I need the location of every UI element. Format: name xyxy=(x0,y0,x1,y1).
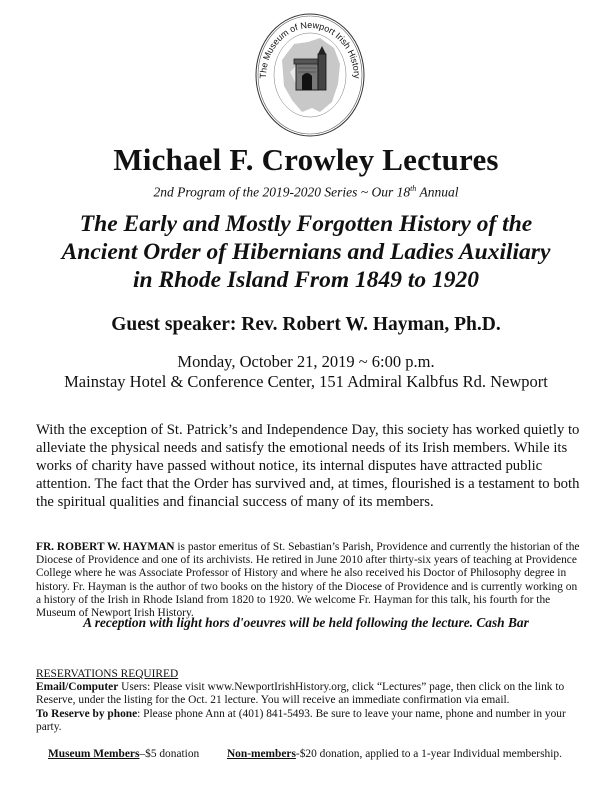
nonmembers-price: -$20 donation, applied to a 1-year Individual membership. xyxy=(295,748,562,760)
intro-paragraph: With the exception of St. Patrick’s and Independence Day, this society has worked quietly to alleviate the physical needs and satisfy the emotional needs of its Irish members. While its works of charity have passed without notice, its internal disputes have attracted public attention. The fact that the Order has survived and, at times, flourished is a testament to both the spiritual qualities and financial success of many of its members. xyxy=(36,422,580,510)
email-label-rest: Users xyxy=(118,681,148,694)
logo-ring-text: The Museum of Newport Irish History xyxy=(257,19,363,79)
reservations-heading: RESERVATIONS REQUIRED xyxy=(36,668,179,680)
series-subtitle xyxy=(0,181,612,201)
reservations-email xyxy=(36,681,582,707)
lecture-title-line: in Rhode Island From 1849 to 1920 xyxy=(132,267,480,293)
page-title: Michael F. Crowley Lectures xyxy=(113,142,499,177)
members-price: –$5 donation xyxy=(139,748,200,760)
lecture-title-line: The Early and Mostly Forgotten History of the xyxy=(79,211,533,237)
members-label: Museum Members xyxy=(48,748,140,760)
email-label: Email/Computer xyxy=(36,681,119,694)
reception-note: A reception with light hors d'oeuvres will be held following the lecture. Cash Bar xyxy=(83,615,529,630)
reservations-phone xyxy=(36,708,582,734)
event-location: Mainstay Hotel & Conference Center, 151 Admiral Kalbfus Rd. Newport xyxy=(64,372,548,391)
subtitle-superscript: th xyxy=(410,184,417,193)
subtitle-text-end: Annual xyxy=(416,184,459,200)
bio-text: is pastor emeritus of St. Sebastian’s Parish, Providence and currently the historian of the Diocese of Providence and one of its archivists. He retired in June 2010 after thirty-six years of teaching at Providence College where he was Associate Professor of History and where he also received his Doctor of Philosophy degree in history. Fr. Hayman is the author of two books on the history of the Diocese of Providence and is currently working on a history of the Irish in Rhode Island from 1820 to 1920. We welcome Fr. Hayman for this talk, his fourth for the Museum of Newport Irish History. xyxy=(36,541,580,620)
lecture-title xyxy=(0,210,612,294)
speaker-bio xyxy=(36,541,582,620)
event-datetime: Monday, October 21, 2019 ~ 6:00 p.m. xyxy=(177,352,435,371)
pricing-row xyxy=(48,747,562,761)
museum-logo xyxy=(254,12,366,138)
subtitle-text: 2nd Program of the 2019-2020 Series ~ Our 18 xyxy=(153,184,411,200)
lecture-title-line: Ancient Order of Hibernians and Ladies Auxiliary xyxy=(61,239,551,265)
phone-instructions: : Please phone Ann at (401) 841-5493. Be sure to leave your name, phone and number in your party. xyxy=(36,707,566,733)
nonmembers-label: Non-members xyxy=(226,748,296,760)
phone-label: To Reserve by phone xyxy=(36,707,138,720)
guest-speaker: Guest speaker: Rev. Robert W. Hayman, Ph.D. xyxy=(111,314,501,335)
email-instructions[interactable]: : Please visit www.NewportIrishHistory.org, click “Lectures” page, then click on the link to Reserve, under the listing for the Oct. 21 lecture. You will receive an immediate confirmation via email. xyxy=(36,681,565,707)
bio-name: FR. ROBERT W. HAYMAN xyxy=(36,541,175,553)
museum-seal-icon xyxy=(254,12,366,138)
reservations-section xyxy=(36,668,582,734)
